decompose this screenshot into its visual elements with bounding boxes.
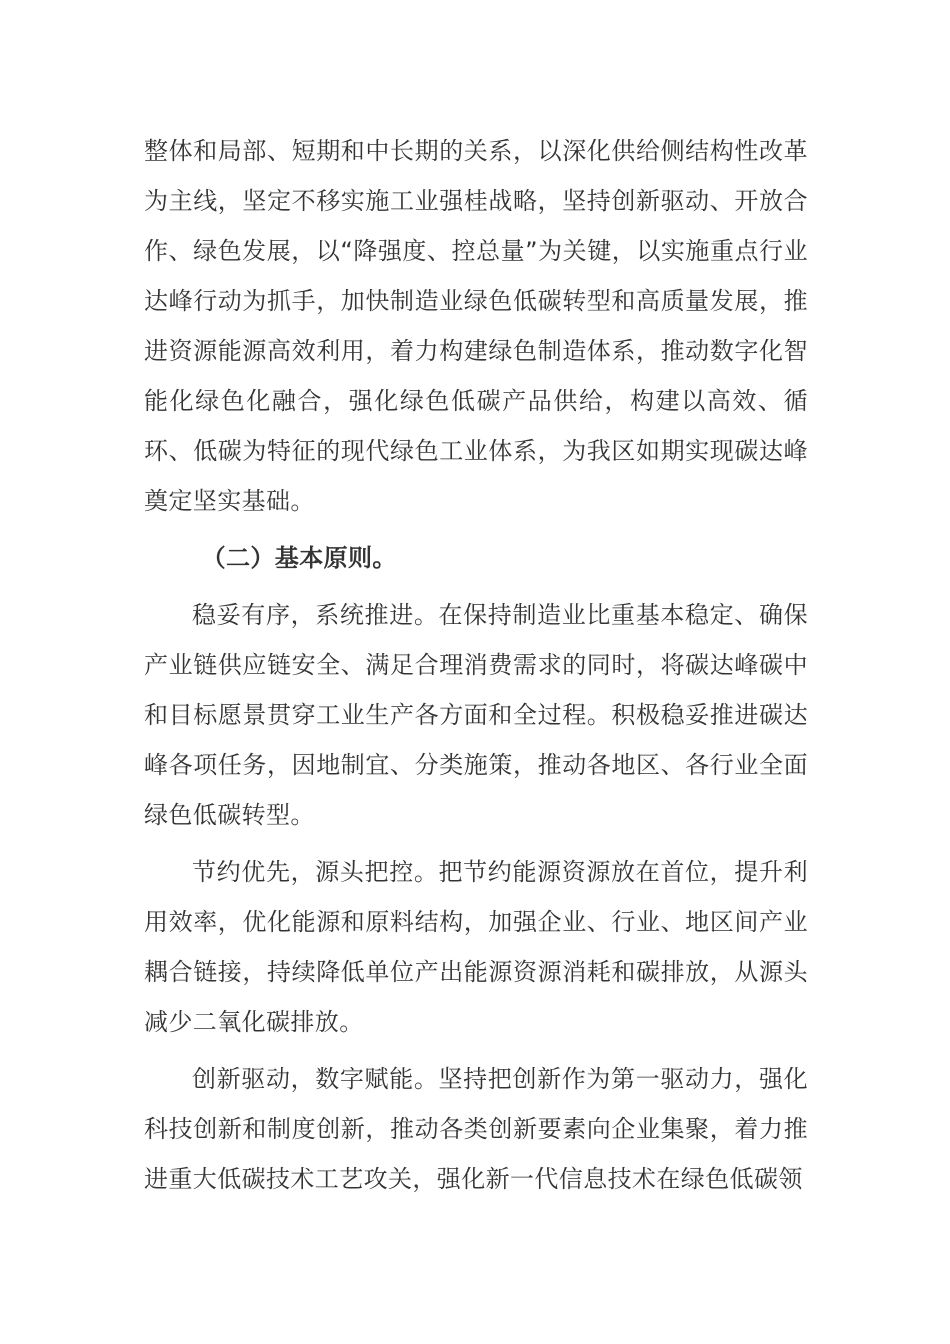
paragraph-intro-continuation: 整体和局部、短期和中长期的关系，以深化供给侧结构性改革为主线，坚定不移实施工业强桂战略，坚持创新驱动、开放合作、绿色发展，以“降强度、控总量”为关键，以实施重点行业达峰行动为抓手，加快制造业绿色低碳转型和高质量发展，推进资源能源高效利用，着力构建绿色制造体系，推动数字化智能化绿色化融合，强化绿色低碳产品供给，构建以高效、循环、低碳为特征的现代绿色工业体系，为我区如期实现碳达峰奠定坚实基础。 (144, 137, 808, 515)
paragraph-principle-innovation-driven: 创新驱动，数字赋能。坚持把创新作为第一驱动力，强化科技创新和制度创新，推动各类创新要素向企业集聚，着力推进重大低碳技术工艺攻关，强化新一代信息技术在绿色低碳领 (144, 1065, 808, 1193)
document-page (144, 126, 808, 1211)
paragraph-principle-conservation-first: 节约优先，源头把控。把节约能源资源放在首位，提升利用效率，优化能源和原料结构，加强企业、行业、地区间产业耦合链接，持续降低单位产出能源资源消耗和碳排放，从源头减少二氧化碳排放。 (144, 858, 808, 1036)
section-heading-basic-principles: （二）基本原则。 (201, 544, 397, 572)
paragraph-principle-steady-orderly: 稳妥有序，系统推进。在保持制造业比重基本稳定、确保产业链供应链安全、满足合理消费需求的同时，将碳达峰碳中和目标愿景贯穿工业生产各方面和全过程。积极稳妥推进碳达峰各项任务，因地制宜、分类施策，推动各地区、各行业全面绿色低碳转型。 (144, 601, 808, 829)
